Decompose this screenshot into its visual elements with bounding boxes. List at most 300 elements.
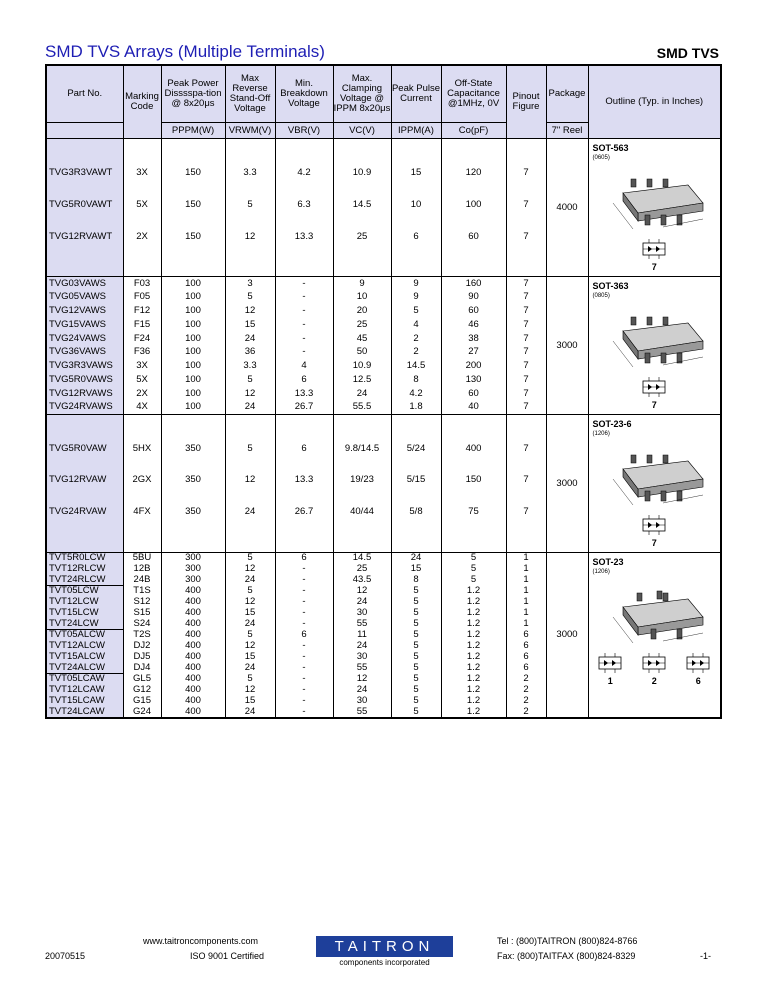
cell-pinout: 7 xyxy=(506,332,546,346)
cell-vc: 12.5 xyxy=(333,373,391,387)
pinout-label: 7 xyxy=(651,538,657,548)
cell-pinout: 7 xyxy=(506,290,546,304)
footer-website[interactable]: www.taitroncomponents.com xyxy=(143,936,259,946)
cell-ppm: 100 xyxy=(161,318,225,332)
cell-ippm: 4.2 xyxy=(391,387,441,401)
cell-vrwm: 12 xyxy=(225,221,275,277)
cell-vbr: - xyxy=(275,304,333,318)
cell-part-no: TVG15VAWS xyxy=(46,318,123,332)
cell-part-no: TVG3R3VAWS xyxy=(46,359,123,373)
package-name: SOT-23-6 xyxy=(592,419,632,429)
cell-co: 150 xyxy=(441,465,506,495)
cell-co: 27 xyxy=(441,345,506,359)
cell-pinout: 6 xyxy=(506,641,546,652)
cell-marking-code: 3X xyxy=(123,139,161,190)
package-outline xyxy=(588,139,721,277)
cell-ippm: 5 xyxy=(391,597,441,608)
cell-co: 5 xyxy=(441,564,506,575)
cell-ippm: 5 xyxy=(391,663,441,674)
cell-vc: 43.5 xyxy=(333,575,391,586)
cell-vrwm: 5 xyxy=(225,373,275,387)
cell-vc: 24 xyxy=(333,685,391,696)
cell-vbr: 6 xyxy=(275,415,333,465)
package-outline xyxy=(588,277,721,415)
cell-ippm: 5 xyxy=(391,674,441,685)
pinout-label: 6 xyxy=(695,676,701,686)
cell-vrwm: 5 xyxy=(225,553,275,564)
cell-part-no: TVG24VAWS xyxy=(46,332,123,346)
cell-ppm: 400 xyxy=(161,597,225,608)
spec-table xyxy=(45,64,722,719)
cell-ppm: 300 xyxy=(161,575,225,586)
cell-part-no: TVT24ALCW xyxy=(46,663,123,674)
cell-part-no: TVT24LCAW xyxy=(46,707,123,718)
cell-co: 1.2 xyxy=(441,707,506,718)
cell-ppm: 150 xyxy=(161,139,225,190)
cell-ppm: 100 xyxy=(161,277,225,291)
header-part-no-blank xyxy=(46,123,123,139)
cell-part-no: TVG24RVAW xyxy=(46,495,123,552)
pinout-schematic xyxy=(639,238,669,260)
cell-vc: 30 xyxy=(333,608,391,619)
package-name: SOT-363 xyxy=(592,281,629,291)
header-ippm: Peak Pulse Current xyxy=(391,65,441,123)
cell-vbr: - xyxy=(275,663,333,674)
cell-vrwm: 5 xyxy=(225,630,275,641)
cell-vc: 30 xyxy=(333,696,391,707)
cell-marking-code: G12 xyxy=(123,685,161,696)
unit-co: Co(pF) xyxy=(441,123,506,139)
cell-vc: 24 xyxy=(333,387,391,401)
package-outline xyxy=(588,415,721,553)
cell-marking-code: G15 xyxy=(123,696,161,707)
cell-vbr: - xyxy=(275,345,333,359)
cell-co: 1.2 xyxy=(441,696,506,707)
cell-ppm: 100 xyxy=(161,387,225,401)
cell-vrwm: 3 xyxy=(225,277,275,291)
cell-co: 1.2 xyxy=(441,674,506,685)
cell-vrwm: 12 xyxy=(225,465,275,495)
cell-marking-code: T2S xyxy=(123,630,161,641)
cell-co: 100 xyxy=(441,190,506,221)
cell-ippm: 24 xyxy=(391,553,441,564)
cell-pinout: 6 xyxy=(506,630,546,641)
cell-co: 90 xyxy=(441,290,506,304)
cell-co: 1.2 xyxy=(441,652,506,663)
cell-vrwm: 3.3 xyxy=(225,139,275,190)
cell-ippm: 5 xyxy=(391,652,441,663)
cell-ippm: 5/24 xyxy=(391,415,441,465)
cell-vrwm: 12 xyxy=(225,641,275,652)
unit-ippm: IPPM(A) xyxy=(391,123,441,139)
header-part-no: Part No. xyxy=(46,65,123,123)
cell-co: 160 xyxy=(441,277,506,291)
cell-pinout: 1 xyxy=(506,575,546,586)
cell-pinout: 1 xyxy=(506,608,546,619)
cell-co: 1.2 xyxy=(441,685,506,696)
cell-pinout: 7 xyxy=(506,465,546,495)
cell-co: 75 xyxy=(441,495,506,552)
cell-marking-code: F05 xyxy=(123,290,161,304)
cell-vc: 10 xyxy=(333,290,391,304)
cell-ippm: 6 xyxy=(391,221,441,277)
cell-vrwm: 24 xyxy=(225,575,275,586)
cell-ippm: 15 xyxy=(391,139,441,190)
cell-vrwm: 12 xyxy=(225,304,275,318)
cell-pinout: 1 xyxy=(506,553,546,564)
cell-ippm: 5 xyxy=(391,696,441,707)
footer-page-number: -1- xyxy=(700,951,711,961)
pinout-label: 2 xyxy=(651,676,657,686)
cell-marking-code: 3X xyxy=(123,359,161,373)
cell-marking-code: 2X xyxy=(123,221,161,277)
cell-part-no: TVG12RVAWS xyxy=(46,387,123,401)
cell-ppm: 150 xyxy=(161,221,225,277)
cell-part-no: TVT24RLCW xyxy=(46,575,123,586)
cell-pinout: 7 xyxy=(506,277,546,291)
cell-vc: 55.5 xyxy=(333,401,391,415)
cell-co: 60 xyxy=(441,221,506,277)
package-drawing xyxy=(593,163,715,233)
cell-vc: 55 xyxy=(333,707,391,718)
table-row xyxy=(46,277,721,291)
cell-ppm: 400 xyxy=(161,663,225,674)
cell-part-no: TVG03VAWS xyxy=(46,277,123,291)
cell-pinout: 7 xyxy=(506,401,546,415)
cell-marking-code: S15 xyxy=(123,608,161,619)
footer-date: 20070515 xyxy=(45,951,86,961)
cell-vc: 20 xyxy=(333,304,391,318)
cell-vrwm: 12 xyxy=(225,597,275,608)
cell-marking-code: F36 xyxy=(123,345,161,359)
cell-ippm: 9 xyxy=(391,277,441,291)
cell-part-no: TVT5R0LCW xyxy=(46,553,123,564)
cell-ppm: 400 xyxy=(161,619,225,630)
cell-marking-code: 2GX xyxy=(123,465,161,495)
table-body xyxy=(46,139,721,718)
cell-ippm: 5/15 xyxy=(391,465,441,495)
table-row xyxy=(46,415,721,465)
cell-ppm: 400 xyxy=(161,641,225,652)
cell-vc: 30 xyxy=(333,652,391,663)
cell-pinout: 7 xyxy=(506,387,546,401)
cell-marking-code: F24 xyxy=(123,332,161,346)
cell-vbr: - xyxy=(275,564,333,575)
cell-vc: 11 xyxy=(333,630,391,641)
cell-ippm: 14.5 xyxy=(391,359,441,373)
package-qty: 3000 xyxy=(546,553,588,718)
cell-ppm: 400 xyxy=(161,707,225,718)
cell-vrwm: 24 xyxy=(225,663,275,674)
cell-vc: 55 xyxy=(333,619,391,630)
pinout-label: 7 xyxy=(651,262,657,272)
cell-ppm: 400 xyxy=(161,586,225,597)
package-drawing xyxy=(593,439,715,509)
cell-ppm: 400 xyxy=(161,652,225,663)
cell-pinout: 2 xyxy=(506,685,546,696)
pinout-figure xyxy=(595,652,625,686)
cell-vbr: 6 xyxy=(275,630,333,641)
cell-ppm: 300 xyxy=(161,553,225,564)
pinout-label: 7 xyxy=(651,400,657,410)
cell-marking-code: F15 xyxy=(123,318,161,332)
cell-vbr: - xyxy=(275,685,333,696)
package-outline xyxy=(588,553,721,718)
cell-vc: 14.5 xyxy=(333,190,391,221)
footer-iso: ISO 9001 Certified xyxy=(190,951,265,961)
header-ppm: Peak Power Disssspa-tion @ 8x20μs xyxy=(161,65,225,123)
taitron-logo: TAITRON xyxy=(316,936,453,957)
cell-co: 1.2 xyxy=(441,586,506,597)
cell-marking-code: 4FX xyxy=(123,495,161,552)
cell-vbr: - xyxy=(275,290,333,304)
cell-part-no: TVT24LCW xyxy=(46,619,123,630)
cell-pinout: 7 xyxy=(506,359,546,373)
cell-part-no: TVG5R0VAWS xyxy=(46,373,123,387)
cell-ppm: 150 xyxy=(161,190,225,221)
cell-vrwm: 24 xyxy=(225,332,275,346)
cell-ippm: 5 xyxy=(391,707,441,718)
cell-vc: 40/44 xyxy=(333,495,391,552)
cell-part-no: TVG3R3VAWT xyxy=(46,139,123,190)
cell-pinout: 7 xyxy=(506,373,546,387)
cell-ippm: 8 xyxy=(391,575,441,586)
cell-ppm: 350 xyxy=(161,495,225,552)
cell-pinout: 6 xyxy=(506,663,546,674)
cell-vrwm: 15 xyxy=(225,696,275,707)
cell-vc: 19/23 xyxy=(333,465,391,495)
cell-pinout: 1 xyxy=(506,586,546,597)
header-marking: Marking Code xyxy=(123,65,161,139)
cell-vbr: 6 xyxy=(275,553,333,564)
cell-vbr: - xyxy=(275,619,333,630)
cell-part-no: TVG5R0VAWT xyxy=(46,190,123,221)
cell-marking-code: DJ4 xyxy=(123,663,161,674)
cell-part-no: TVT15ALCW xyxy=(46,652,123,663)
header-outline: Outline (Typ. in Inches) xyxy=(588,65,721,139)
package-drawing xyxy=(593,577,715,647)
cell-vbr: 6 xyxy=(275,373,333,387)
cell-ppm: 100 xyxy=(161,373,225,387)
cell-vrwm: 5 xyxy=(225,415,275,465)
cell-part-no: TVT15LCAW xyxy=(46,696,123,707)
cell-vbr: - xyxy=(275,277,333,291)
cell-ippm: 5 xyxy=(391,619,441,630)
cell-vc: 25 xyxy=(333,318,391,332)
cell-part-no: TVT12ALCW xyxy=(46,641,123,652)
cell-vbr: - xyxy=(275,674,333,685)
package-name: SOT-563 xyxy=(592,143,629,153)
cell-co: 1.2 xyxy=(441,663,506,674)
unit-vc: VC(V) xyxy=(333,123,391,139)
cell-co: 400 xyxy=(441,415,506,465)
cell-vbr: 26.7 xyxy=(275,401,333,415)
package-drawing xyxy=(593,301,715,371)
cell-ppm: 100 xyxy=(161,345,225,359)
cell-vrwm: 24 xyxy=(225,401,275,415)
cell-vc: 25 xyxy=(333,221,391,277)
header-vrwm: Max Reverse Stand-Off Voltage xyxy=(225,65,275,123)
cell-vbr: 13.3 xyxy=(275,387,333,401)
cell-marking-code: F03 xyxy=(123,277,161,291)
cell-pinout: 6 xyxy=(506,652,546,663)
pinout-schematic xyxy=(595,652,625,674)
cell-co: 60 xyxy=(441,387,506,401)
cell-ippm: 5 xyxy=(391,630,441,641)
cell-vrwm: 5 xyxy=(225,586,275,597)
cell-vrwm: 15 xyxy=(225,318,275,332)
cell-vc: 12 xyxy=(333,586,391,597)
cell-vrwm: 24 xyxy=(225,619,275,630)
cell-part-no: TVG12RVAWT xyxy=(46,221,123,277)
cell-ppm: 350 xyxy=(161,415,225,465)
cell-ppm: 400 xyxy=(161,696,225,707)
cell-pinout: 7 xyxy=(506,495,546,552)
cell-vbr: 26.7 xyxy=(275,495,333,552)
cell-vbr: 13.3 xyxy=(275,221,333,277)
cell-co: 40 xyxy=(441,401,506,415)
pinout-figure xyxy=(639,238,669,272)
cell-part-no: TVG12VAWS xyxy=(46,304,123,318)
cell-ippm: 5 xyxy=(391,304,441,318)
cell-vbr: - xyxy=(275,318,333,332)
cell-vbr: 6.3 xyxy=(275,190,333,221)
taitron-logo-subtitle: components incorporated xyxy=(339,958,430,967)
cell-ppm: 100 xyxy=(161,401,225,415)
cell-vbr: - xyxy=(275,707,333,718)
cell-vc: 9.8/14.5 xyxy=(333,415,391,465)
cell-co: 1.2 xyxy=(441,619,506,630)
header-vc: Max. Clamping Voltage @ IPPM 8x20μs xyxy=(333,65,391,123)
cell-vbr: - xyxy=(275,575,333,586)
cell-ippm: 5 xyxy=(391,641,441,652)
cell-marking-code: G24 xyxy=(123,707,161,718)
cell-ippm: 2 xyxy=(391,332,441,346)
cell-vrwm: 12 xyxy=(225,564,275,575)
cell-vrwm: 12 xyxy=(225,685,275,696)
cell-vc: 24 xyxy=(333,597,391,608)
cell-co: 120 xyxy=(441,139,506,190)
package-size: (0805) xyxy=(592,293,610,299)
cell-vrwm: 36 xyxy=(225,345,275,359)
cell-marking-code: T1S xyxy=(123,586,161,597)
package-size: (0605) xyxy=(592,155,610,161)
package-size: (1206) xyxy=(592,569,610,575)
header-vbr: Min. Breakdown Voltage xyxy=(275,65,333,123)
cell-pinout: 7 xyxy=(506,139,546,190)
cell-marking-code: 5BU xyxy=(123,553,161,564)
cell-vbr: - xyxy=(275,652,333,663)
cell-vc: 9 xyxy=(333,277,391,291)
cell-ppm: 100 xyxy=(161,304,225,318)
cell-co: 5 xyxy=(441,575,506,586)
cell-part-no: TVG05VAWS xyxy=(46,290,123,304)
cell-vbr: - xyxy=(275,597,333,608)
cell-part-no: TVG12RVAW xyxy=(46,465,123,495)
package-qty: 3000 xyxy=(546,415,588,553)
unit-reel: 7" Reel xyxy=(546,123,588,139)
cell-marking-code: S24 xyxy=(123,619,161,630)
cell-co: 130 xyxy=(441,373,506,387)
pinout-figure xyxy=(639,514,669,548)
cell-ppm: 100 xyxy=(161,290,225,304)
cell-vrwm: 15 xyxy=(225,608,275,619)
cell-marking-code: 2X xyxy=(123,387,161,401)
package-name: SOT-23 xyxy=(592,557,624,567)
cell-marking-code: S12 xyxy=(123,597,161,608)
cell-ppm: 400 xyxy=(161,630,225,641)
pinout-schematic xyxy=(639,376,669,398)
pinout-figure xyxy=(639,376,669,410)
cell-vc: 55 xyxy=(333,663,391,674)
cell-marking-code: GL5 xyxy=(123,674,161,685)
cell-vc: 14.5 xyxy=(333,553,391,564)
cell-vc: 12 xyxy=(333,674,391,685)
cell-pinout: 1 xyxy=(506,619,546,630)
cell-vc: 50 xyxy=(333,345,391,359)
cell-co: 1.2 xyxy=(441,641,506,652)
cell-ippm: 10 xyxy=(391,190,441,221)
cell-pinout: 2 xyxy=(506,696,546,707)
pinout-figure xyxy=(683,652,713,686)
cell-vbr: - xyxy=(275,608,333,619)
cell-ippm: 9 xyxy=(391,290,441,304)
pinout-schematic xyxy=(639,652,669,674)
cell-vrwm: 5 xyxy=(225,290,275,304)
cell-co: 38 xyxy=(441,332,506,346)
page-title: SMD TVS Arrays (Multiple Terminals) xyxy=(45,42,325,61)
section-tag: SMD TVS xyxy=(656,45,719,61)
unit-vrwm: VRWM(V) xyxy=(225,123,275,139)
cell-pinout: 1 xyxy=(506,597,546,608)
cell-ppm: 400 xyxy=(161,608,225,619)
pinout-schematic xyxy=(639,514,669,536)
cell-pinout: 1 xyxy=(506,564,546,575)
cell-vc: 45 xyxy=(333,332,391,346)
cell-co: 5 xyxy=(441,553,506,564)
cell-vbr: 4 xyxy=(275,359,333,373)
pinout-figure xyxy=(639,652,669,686)
cell-part-no: TVG5R0VAW xyxy=(46,415,123,465)
cell-pinout: 7 xyxy=(506,318,546,332)
cell-co: 46 xyxy=(441,318,506,332)
cell-vbr: - xyxy=(275,586,333,597)
cell-marking-code: 24B xyxy=(123,575,161,586)
cell-vrwm: 12 xyxy=(225,387,275,401)
cell-vrwm: 5 xyxy=(225,190,275,221)
cell-pinout: 7 xyxy=(506,345,546,359)
cell-vrwm: 24 xyxy=(225,707,275,718)
package-qty: 4000 xyxy=(546,139,588,277)
cell-part-no: TVT05ALCW xyxy=(46,630,123,641)
table-row xyxy=(46,139,721,190)
cell-vbr: 13.3 xyxy=(275,465,333,495)
cell-vc: 25 xyxy=(333,564,391,575)
header-co: Off-State Capacitance @1MHz, 0V xyxy=(441,65,506,123)
cell-marking-code: 12B xyxy=(123,564,161,575)
cell-part-no: TVG24RVAWS xyxy=(46,401,123,415)
cell-co: 200 xyxy=(441,359,506,373)
cell-part-no: TVT05LCW xyxy=(46,586,123,597)
cell-co: 60 xyxy=(441,304,506,318)
cell-pinout: 7 xyxy=(506,221,546,277)
cell-marking-code: 5X xyxy=(123,373,161,387)
header-package: Package xyxy=(546,65,588,123)
footer-fax: Fax: (800)TAITFAX (800)824-8329 xyxy=(497,951,636,961)
cell-part-no: TVT05LCAW xyxy=(46,674,123,685)
cell-vbr: - xyxy=(275,332,333,346)
cell-marking-code: DJ5 xyxy=(123,652,161,663)
